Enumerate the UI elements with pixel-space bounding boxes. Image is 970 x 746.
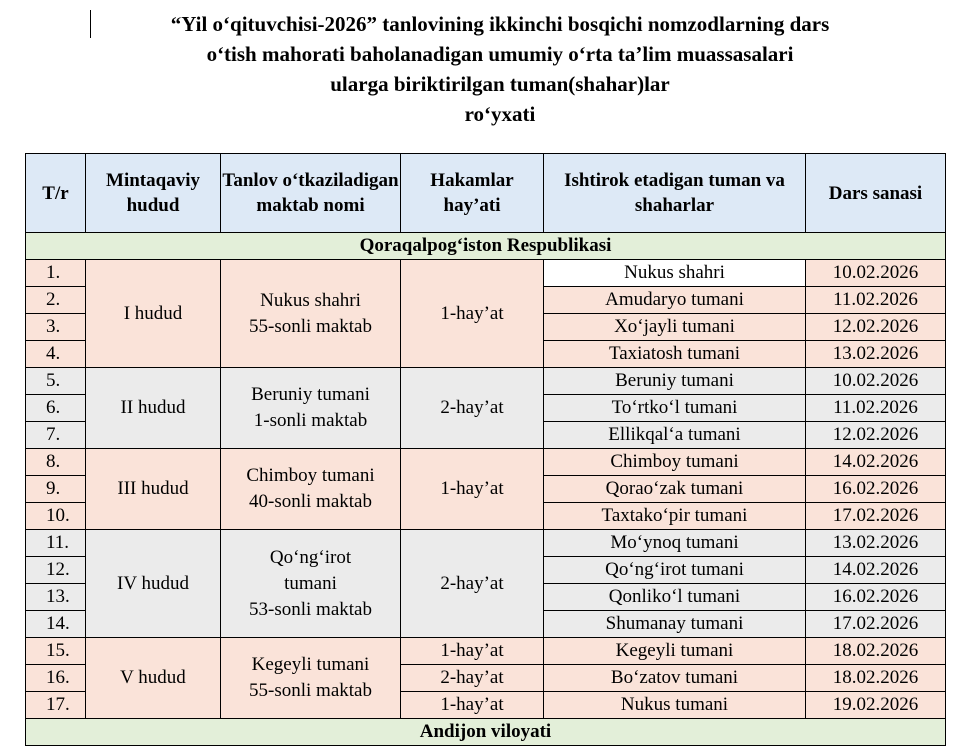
header-date: Dars sanasi (806, 154, 946, 233)
school-cell (221, 638, 401, 719)
section-row (26, 233, 946, 260)
district-cell: Xo‘jayli tumani (544, 314, 806, 341)
date-cell: 12.02.2026 (806, 314, 946, 341)
jury-cell: 2-hay’at (401, 368, 544, 449)
date-cell: 14.02.2026 (806, 449, 946, 476)
header-tr: T/r (26, 154, 86, 233)
date-cell: 14.02.2026 (806, 557, 946, 584)
school-line: Chimboy tumani (246, 465, 375, 486)
district-cell: Nukus shahri (544, 260, 806, 287)
date-cell: 16.02.2026 (806, 476, 946, 503)
row-number: 12. (26, 557, 86, 584)
district-cell: Qorao‘zak tumani (544, 476, 806, 503)
school-line: Beruniy tumani (251, 384, 370, 405)
table-row (26, 530, 946, 557)
region-cell: I hudud (86, 260, 221, 368)
row-number: 14. (26, 611, 86, 638)
district-cell: To‘rtko‘l tumani (544, 395, 806, 422)
jury-cell: 2-hay’at (401, 530, 544, 638)
date-cell: 18.02.2026 (806, 665, 946, 692)
district-cell: Qonliko‘l tumani (544, 584, 806, 611)
district-cell: Beruniy tumani (544, 368, 806, 395)
school-cell (221, 530, 401, 638)
district-cell: Taxiatosh tumani (544, 341, 806, 368)
district-cell: Taxtako‘pir tumani (544, 503, 806, 530)
district-cell: Nukus tumani (544, 692, 806, 719)
date-cell: 18.02.2026 (806, 638, 946, 665)
section-title: Qoraqalpog‘iston Respublikasi (26, 233, 946, 260)
title-line-1: “Yil o‘qituvchisi-2026” tanlovining ikkinchi bosqichi nomzodlarning dars (170, 12, 830, 36)
row-number: 9. (26, 476, 86, 503)
region-cell: II hudud (86, 368, 221, 449)
school-line: Nukus shahri (260, 289, 361, 311)
row-number: 1. (26, 260, 86, 287)
row-number: 3. (26, 314, 86, 341)
schedule-table (25, 153, 946, 746)
school-cell (221, 449, 401, 530)
table-row (26, 638, 946, 665)
district-cell: Chimboy tumani (544, 449, 806, 476)
title-line-3: ularga biriktirilgan tuman(shahar)lar (330, 72, 670, 96)
row-number: 7. (26, 422, 86, 449)
row-number: 11. (26, 530, 86, 557)
school-line: tumani (284, 572, 337, 594)
region-cell: V hudud (86, 638, 221, 719)
school-line: 53-sonli maktab (249, 598, 372, 620)
jury-cell: 1-hay’at (401, 638, 544, 665)
date-cell: 19.02.2026 (806, 692, 946, 719)
region-cell: III hudud (86, 449, 221, 530)
row-number: 2. (26, 287, 86, 314)
jury-cell: 1-hay’at (401, 692, 544, 719)
table-row (26, 368, 946, 395)
date-cell: 11.02.2026 (806, 395, 946, 422)
jury-cell: 2-hay’at (401, 665, 544, 692)
row-number: 17. (26, 692, 86, 719)
table-header-row (26, 154, 946, 233)
school-line: 55-sonli maktab (249, 680, 372, 701)
row-number: 6. (26, 395, 86, 422)
school-line: 1-sonli maktab (253, 410, 368, 431)
row-number: 16. (26, 665, 86, 692)
jury-cell: 1-hay’at (401, 449, 544, 530)
row-number: 15. (26, 638, 86, 665)
title-line-2: o‘tish mahorati baholanadigan umumiy o‘rta ta’lim muassasalari (206, 42, 794, 66)
header-jury: Hakamlar hay’ati (401, 154, 544, 233)
school-line: 55-sonli maktab (249, 315, 372, 337)
header-districts: Ishtirok etadigan tuman va shaharlar (544, 154, 806, 233)
school-cell (221, 368, 401, 449)
table-row (26, 449, 946, 476)
row-number: 10. (26, 503, 86, 530)
school-line: Qo‘ng‘irot (269, 546, 352, 568)
district-cell: Shumanay tumani (544, 611, 806, 638)
row-number: 4. (26, 341, 86, 368)
district-cell: Qo‘ng‘irot tumani (544, 557, 806, 584)
school-line: Kegeyli tumani (251, 654, 370, 675)
date-cell: 17.02.2026 (806, 503, 946, 530)
date-cell: 13.02.2026 (806, 341, 946, 368)
district-cell: Ellikqal‘a tumani (544, 422, 806, 449)
date-cell: 10.02.2026 (806, 260, 946, 287)
school-cell (221, 260, 401, 368)
district-cell: Mo‘ynoq tumani (544, 530, 806, 557)
district-cell: Kegeyli tumani (544, 638, 806, 665)
jury-cell: 1-hay’at (401, 260, 544, 368)
row-number: 13. (26, 584, 86, 611)
section-title: Andijon viloyati (26, 719, 946, 746)
date-cell: 13.02.2026 (806, 530, 946, 557)
school-line: 40-sonli maktab (249, 491, 372, 512)
title-line-4: ro‘yxati (464, 102, 536, 126)
date-cell: 11.02.2026 (806, 287, 946, 314)
date-cell: 17.02.2026 (806, 611, 946, 638)
table-row (26, 260, 946, 287)
region-cell: IV hudud (86, 530, 221, 638)
row-number: 5. (26, 368, 86, 395)
district-cell: Bo‘zatov tumani (544, 665, 806, 692)
section-row (26, 719, 946, 746)
district-cell: Amudaryo tumani (544, 287, 806, 314)
date-cell: 12.02.2026 (806, 422, 946, 449)
date-cell: 10.02.2026 (806, 368, 946, 395)
date-cell: 16.02.2026 (806, 584, 946, 611)
row-number: 8. (26, 449, 86, 476)
document-title (0, 9, 970, 129)
header-school: Tanlov o‘tkaziladigan maktab nomi (221, 154, 401, 233)
header-region: Mintaqaviy hudud (86, 154, 221, 233)
